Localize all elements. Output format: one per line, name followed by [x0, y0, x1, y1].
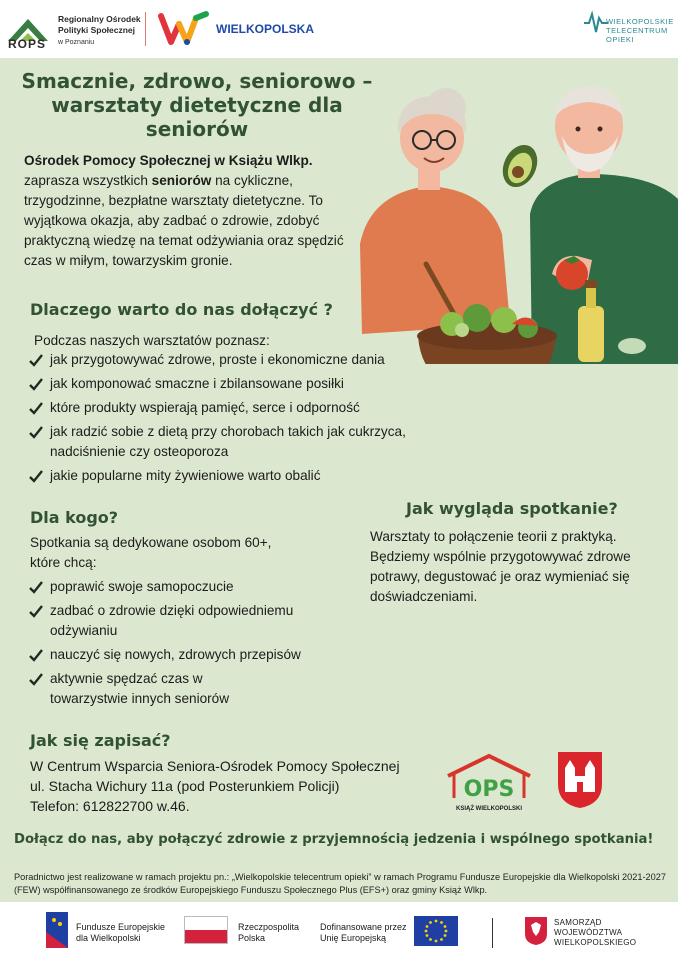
- fe-text: [76, 922, 165, 944]
- sw-line2: WOJEWÓDZTWA: [554, 928, 623, 937]
- check-icon: [28, 424, 44, 440]
- check-icon: [28, 468, 44, 484]
- telecentrum-line3: OPIEKI: [606, 35, 635, 44]
- fe-line1: Fundusze Europejskie: [76, 922, 166, 932]
- wielkopolskie-shield-icon: [524, 916, 548, 946]
- rp-line1: Rzeczpospolita: [238, 922, 300, 932]
- signup-line2: ul. Stacha Wichury 11a (pod Posterunkiem Policji): [30, 778, 340, 794]
- sw-line3: WIELKOPOLSKIEGO: [554, 938, 637, 947]
- coat-of-arms-icon: [556, 750, 604, 810]
- intro-before: zaprasza wszystkich: [24, 173, 148, 188]
- intro-text: [24, 151, 364, 271]
- list-item: jak komponować smaczne i zbilansowane posiłki: [28, 374, 448, 394]
- seniors-cooking-illustration: [352, 74, 678, 364]
- header-divider: [145, 12, 146, 46]
- list-item: które produkty wspierają pamięć, serce i odporność: [28, 398, 448, 418]
- fe-logo-icon: [46, 912, 68, 948]
- signup-address: [30, 756, 450, 816]
- rp-line2: Polska: [238, 933, 266, 943]
- who-lead: Spotkania są dedykowane osobom 60+, które chcą:: [30, 535, 272, 570]
- check-icon: [28, 671, 44, 687]
- list-item: aktywnie spędzać czas w towarzystwie innych seniorów: [28, 669, 238, 709]
- check-icon: [28, 352, 44, 368]
- telecentrum-logo: [584, 8, 674, 48]
- sw-line1: SAMORZĄD: [554, 918, 602, 927]
- ops-ksiaz-logo: [444, 752, 534, 814]
- wielkopolska-text: WIELKOPOLSKA: [216, 22, 314, 36]
- ue-text: [320, 922, 407, 944]
- who-list: [28, 577, 328, 713]
- rops-abbr: ROPS: [8, 37, 47, 51]
- list-item: nauczyć się nowych, zdrowych przepisów: [28, 645, 328, 665]
- list-item: jak radzić sobie z dietą przy chorobach takich jak cukrzyca, nadciśnienie czy osteoporoza: [28, 422, 448, 462]
- check-icon: [28, 579, 44, 595]
- list-item: jakie popularne mity żywieniowe warto obalić: [28, 466, 448, 486]
- signup-line3: Telefon: 612822700 w.46.: [30, 798, 190, 814]
- check-icon: [28, 376, 44, 392]
- check-icon: [28, 647, 44, 663]
- why-list: [28, 350, 448, 490]
- poland-flag-icon: [184, 916, 228, 944]
- ops-abbr: OPS: [463, 777, 515, 802]
- oil-bottle-icon: [578, 306, 604, 362]
- wielkopolska-w-icon: [158, 10, 210, 48]
- disclaimer: Poradnictwo jest realizowane w ramach projektu pn.: „Wielkopolskie telecentrum opieki” w ramach Programu Fundusze Europejskie dla Wielkopolski 2021-2027 (FEW) współfinansowanego ze środków Europejskiego Funduszu Społecznego Plus (EFS+) oraz gminy Książ Wlkp.: [14, 872, 666, 895]
- telecentrum-line2: TELECENTRUM: [606, 26, 668, 35]
- rops-logo: [6, 8, 141, 52]
- meeting-text: Warsztaty to połączenie teorii z praktyką. Będziemy wspólnie przygotowywać zdrowe potrawy, degustować je oraz wymieniać się doświadczeniami.: [370, 529, 631, 604]
- fe-line2: dla Wielkopolski: [76, 933, 141, 943]
- page-title: Smacznie, zdrowo, seniorowo – warsztaty dietetyczne dla seniorów: [21, 69, 373, 141]
- why-heading: Dlaczego warto do nas dołączyć ?: [30, 300, 333, 319]
- slogan: Dołącz do nas, aby połączyć zdrowie z przyjemnością jedzenia i wspólnego spotkania!: [14, 832, 654, 847]
- eu-flag-icon: [414, 916, 458, 946]
- house-icon: [444, 752, 534, 814]
- list-item: zadbać o zdrowie dzięki odpowiedniemu odżywianiu: [28, 601, 328, 641]
- intro-org: Ośrodek Pomocy Społecznej w Książu Wlkp.: [24, 153, 313, 168]
- telecentrum-line1: WIELKOPOLSKIE: [606, 17, 674, 26]
- signup-line1: W Centrum Wsparcia Seniora-Ośrodek Pomocy Społecznej: [30, 758, 400, 774]
- heartbeat-icon: [584, 8, 608, 38]
- intro-bold-word: seniorów: [151, 173, 212, 188]
- signup-heading: Jak się zapisać?: [30, 731, 171, 750]
- list-item: jak przygotowywać zdrowe, proste i ekonomiczne dania: [28, 350, 448, 370]
- who-heading: Dla kogo?: [30, 508, 119, 527]
- funding-footer: [0, 908, 678, 960]
- footer-divider: [492, 918, 493, 948]
- check-icon: [28, 400, 44, 416]
- meeting-heading: Jak wygląda spotkanie?: [406, 499, 618, 518]
- why-lead: Podczas naszych warsztatów poznasz:: [34, 333, 270, 348]
- ops-place: KSIĄŻ WIELKOPOLSKI: [456, 806, 522, 812]
- list-item: poprawić swoje samopoczucie: [28, 577, 328, 597]
- intro-after: na cykliczne, trzygodzinne, bezpłatne warsztaty dietetyczne. To wyjątkowa okazja, aby zadbać o zdrowie, zdobyć praktyczną wiedzę na temat odżywiania oraz spędzić czas w miłym, towarzyskim gronie.: [24, 173, 344, 268]
- main-panel: [0, 58, 678, 902]
- rops-name: Regionalny Ośrodek Polityki Społecznej: [58, 14, 141, 35]
- ue-line1: Dofinansowane przez: [320, 922, 407, 932]
- ue-line2: Unię Europejską: [320, 933, 387, 943]
- rp-text: [238, 922, 299, 944]
- header: [0, 0, 678, 58]
- rops-city: w Poznaniu: [58, 39, 95, 46]
- sw-text: [554, 918, 636, 948]
- check-icon: [28, 603, 44, 619]
